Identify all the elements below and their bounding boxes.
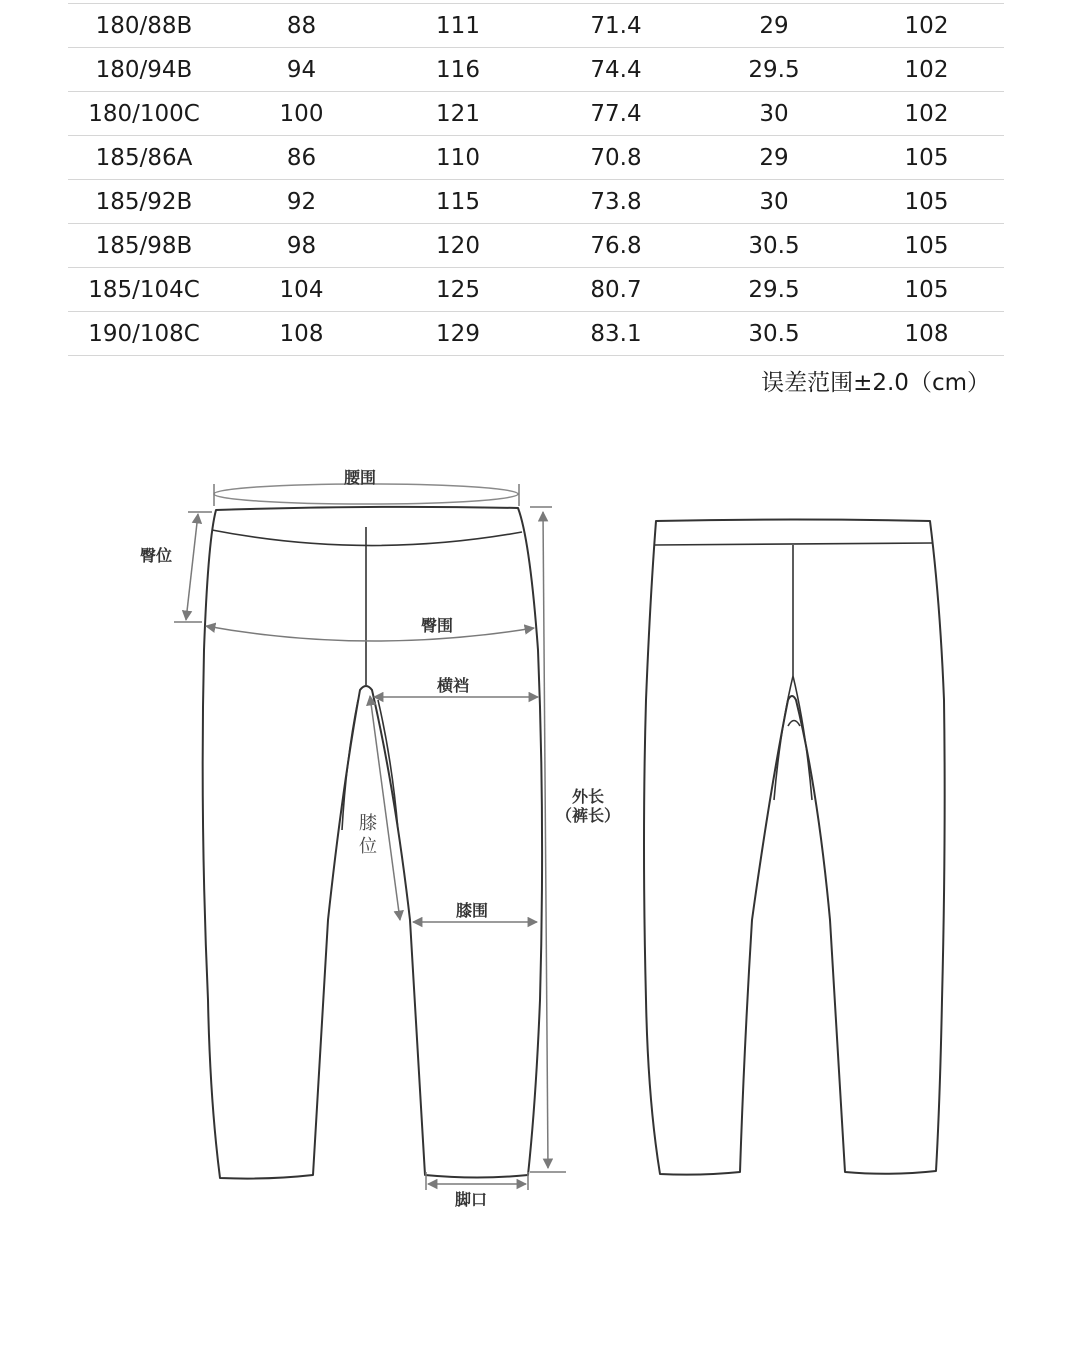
table-cell: 180/88B bbox=[68, 4, 220, 48]
table-cell: 116 bbox=[383, 48, 533, 92]
label-outseam: 外长 bbox=[572, 787, 605, 806]
table-row bbox=[68, 136, 1004, 180]
table-cell: 180/100C bbox=[68, 92, 220, 136]
table-cell: 121 bbox=[383, 92, 533, 136]
table-cell: 105 bbox=[849, 180, 1004, 224]
waist-measure-ellipse bbox=[214, 484, 518, 504]
table-cell: 105 bbox=[849, 268, 1004, 312]
table-cell: 120 bbox=[383, 224, 533, 268]
table-row bbox=[68, 180, 1004, 224]
table-cell: 29.5 bbox=[699, 48, 849, 92]
table-cell: 73.8 bbox=[533, 180, 699, 224]
table-cell: 129 bbox=[383, 312, 533, 356]
label-knee-position-2: 位 bbox=[359, 836, 377, 857]
table-row bbox=[68, 224, 1004, 268]
table-cell: 115 bbox=[383, 180, 533, 224]
table-row bbox=[68, 48, 1004, 92]
label-leg-opening: 脚口 bbox=[455, 1190, 488, 1209]
table-cell: 70.8 bbox=[533, 136, 699, 180]
size-table-body bbox=[68, 4, 1004, 356]
label-knee-position-1: 膝 bbox=[359, 813, 377, 834]
table-cell: 104 bbox=[220, 268, 383, 312]
table-cell: 185/86A bbox=[68, 136, 220, 180]
table-cell: 94 bbox=[220, 48, 383, 92]
table-cell: 74.4 bbox=[533, 48, 699, 92]
label-knee: 膝围 bbox=[456, 901, 489, 920]
table-cell: 83.1 bbox=[533, 312, 699, 356]
back-pants-outline bbox=[644, 520, 945, 1175]
hip-position-measure bbox=[186, 514, 198, 620]
table-cell: 30.5 bbox=[699, 224, 849, 268]
table-cell: 185/98B bbox=[68, 224, 220, 268]
table-cell: 102 bbox=[849, 92, 1004, 136]
table-cell: 92 bbox=[220, 180, 383, 224]
table-cell: 29.5 bbox=[699, 268, 849, 312]
pants-back-view bbox=[644, 520, 945, 1175]
table-row bbox=[68, 268, 1004, 312]
table-row bbox=[68, 312, 1004, 356]
table-cell: 29 bbox=[699, 4, 849, 48]
table-cell: 110 bbox=[383, 136, 533, 180]
label-hip-position: 臀位 bbox=[140, 546, 173, 565]
table-cell: 100 bbox=[220, 92, 383, 136]
label-pants-length: （裤长） bbox=[556, 806, 621, 825]
table-cell: 125 bbox=[383, 268, 533, 312]
table-cell: 77.4 bbox=[533, 92, 699, 136]
pants-measurement-diagram bbox=[0, 440, 1080, 1240]
table-cell: 30 bbox=[699, 180, 849, 224]
table-cell: 30 bbox=[699, 92, 849, 136]
table-cell: 185/104C bbox=[68, 268, 220, 312]
table-cell: 105 bbox=[849, 136, 1004, 180]
label-hip: 臀围 bbox=[421, 616, 454, 635]
table-cell: 88 bbox=[220, 4, 383, 48]
table-cell: 185/92B bbox=[68, 180, 220, 224]
table-cell: 30.5 bbox=[699, 312, 849, 356]
outseam-measure bbox=[543, 512, 548, 1168]
label-thigh: 横裆 bbox=[437, 676, 470, 695]
table-cell: 108 bbox=[849, 312, 1004, 356]
table-cell: 102 bbox=[849, 4, 1004, 48]
pants-front-view bbox=[140, 468, 620, 1209]
table-cell: 180/94B bbox=[68, 48, 220, 92]
table-cell: 111 bbox=[383, 4, 533, 48]
table-cell: 29 bbox=[699, 136, 849, 180]
table-cell: 190/108C bbox=[68, 312, 220, 356]
table-cell: 80.7 bbox=[533, 268, 699, 312]
table-cell: 98 bbox=[220, 224, 383, 268]
label-waist: 腰围 bbox=[344, 468, 377, 487]
table-row bbox=[68, 4, 1004, 48]
table-cell: 102 bbox=[849, 48, 1004, 92]
table-cell: 105 bbox=[849, 224, 1004, 268]
size-table bbox=[68, 3, 1004, 356]
table-cell: 86 bbox=[220, 136, 383, 180]
tolerance-note: 误差范围±2.0（cm） bbox=[761, 370, 990, 396]
table-cell: 76.8 bbox=[533, 224, 699, 268]
table-row bbox=[68, 92, 1004, 136]
table-cell: 108 bbox=[220, 312, 383, 356]
table-cell: 71.4 bbox=[533, 4, 699, 48]
